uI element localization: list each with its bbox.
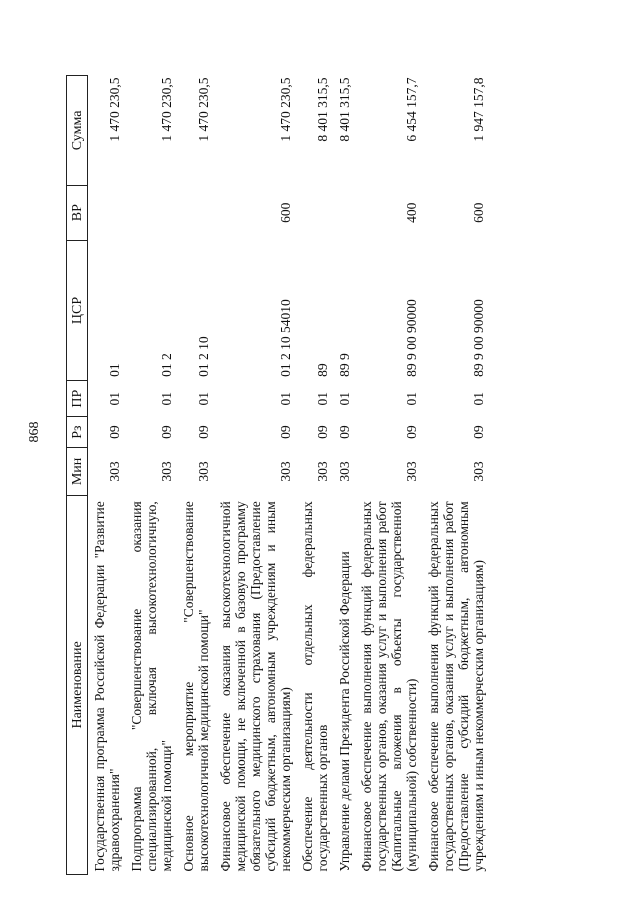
table-row (296, 76, 333, 875)
row-sum: 1 947 157,8 (471, 77, 486, 142)
row-name: Подпрограмма "Совершенствование оказания специализированной, включая высокотехнологичную, медицинской помощи" (129, 501, 174, 872)
table-row (177, 76, 214, 875)
row-pr: 01 (404, 391, 419, 406)
row-pr: 01 (471, 391, 486, 406)
row-sum: 1 470 230,5 (107, 77, 122, 142)
row-csr: 01 2 10 (196, 336, 211, 377)
row-vr (88, 185, 126, 240)
row-name: Финансовое обеспечение выполнения функций федеральных государственных органов, оказания услуг и выполнения работ (Предоставление субсидий бюджетным, автономным учреждениям и иным некоммерческим организациям) (426, 501, 486, 872)
row-name: Финансовое обеспечение оказания высокотехнологичной медицинской помощи, не включенной в базовую программу обязательного медицинского страхования (Предоставление субсидий бюджетным, автономным учреждениям и иным некоммерческим организациям) (218, 501, 293, 872)
row-pr: 01 (196, 391, 211, 406)
row-pr: 01 (337, 391, 352, 406)
row-rz: 09 (159, 425, 174, 439)
row-name: Государственная программа Российской Федерации "Развитие здравоохранения" (92, 501, 122, 872)
row-csr: 89 9 00 90000 (404, 299, 419, 377)
row-csr: 89 (315, 363, 330, 377)
header-vr: ВР (67, 185, 88, 240)
row-vr (333, 185, 355, 240)
row-min: 303 (471, 461, 486, 482)
header-name: Наименование (67, 495, 88, 874)
row-rz: 09 (196, 425, 211, 439)
row-pr: 01 (159, 391, 174, 406)
row-rz: 09 (107, 425, 122, 439)
table-row (355, 76, 422, 875)
row-sum: 1 470 230,5 (196, 77, 211, 142)
row-rz: 09 (404, 425, 419, 439)
row-min: 303 (315, 461, 330, 482)
row-sum: 8 401 315,5 (315, 77, 330, 142)
header-csr: ЦСР (67, 240, 88, 381)
row-min: 303 (278, 461, 293, 482)
row-sum: 1 470 230,5 (159, 77, 174, 142)
table-row (333, 76, 355, 875)
table-row (422, 76, 489, 875)
row-name: Управление делами Президента Российской Федерации (337, 551, 352, 872)
row-vr: 600 (471, 202, 486, 223)
header-sum: Сумма (67, 76, 88, 186)
header-pr: ПР (67, 381, 88, 417)
page-number: 868 (27, 421, 42, 443)
row-vr (296, 185, 333, 240)
row-sum: 8 401 315,5 (337, 77, 352, 142)
table-row (88, 76, 126, 875)
table-row (125, 76, 177, 875)
row-min: 303 (107, 461, 122, 482)
row-rz: 09 (315, 425, 330, 439)
row-min: 303 (196, 461, 211, 482)
table-header-row (67, 76, 88, 875)
row-pr: 01 (278, 391, 293, 406)
row-min: 303 (337, 461, 352, 482)
row-vr: 400 (404, 202, 419, 223)
row-csr: 01 2 10 54010 (278, 299, 293, 377)
row-vr: 600 (278, 202, 293, 223)
header-min: Мин (67, 448, 88, 496)
row-sum: 1 470 230,5 (278, 77, 293, 142)
row-pr: 01 (315, 391, 330, 406)
row-min: 303 (404, 461, 419, 482)
row-csr: 89 9 (337, 353, 352, 377)
row-name: Основное мероприятие "Совершенствование высокотехнологичной медицинской помощи" (181, 501, 211, 872)
row-csr: 01 (107, 363, 122, 377)
row-rz: 09 (471, 425, 486, 439)
row-sum: 6 454 157,7 (404, 77, 419, 142)
row-rz: 09 (337, 425, 352, 439)
row-name: Обеспечение деятельности отдельных федеральных государственных органов (300, 501, 330, 872)
row-vr (125, 185, 177, 240)
row-pr: 01 (107, 391, 122, 406)
row-csr: 01 2 (159, 353, 174, 377)
table-row (214, 76, 296, 875)
row-rz: 09 (278, 425, 293, 439)
row-min: 303 (159, 461, 174, 482)
rotated-page-content (66, 75, 596, 875)
budget-table (66, 75, 489, 875)
row-name: Финансовое обеспечение выполнения функций федеральных государственных органов, оказания услуг и выполнения работ (Капитальные вложения в объекты государственной (муниципальной) собственности) (359, 501, 419, 872)
header-rz: Рз (67, 417, 88, 448)
row-csr: 89 9 00 90000 (471, 299, 486, 377)
row-vr (177, 185, 214, 240)
